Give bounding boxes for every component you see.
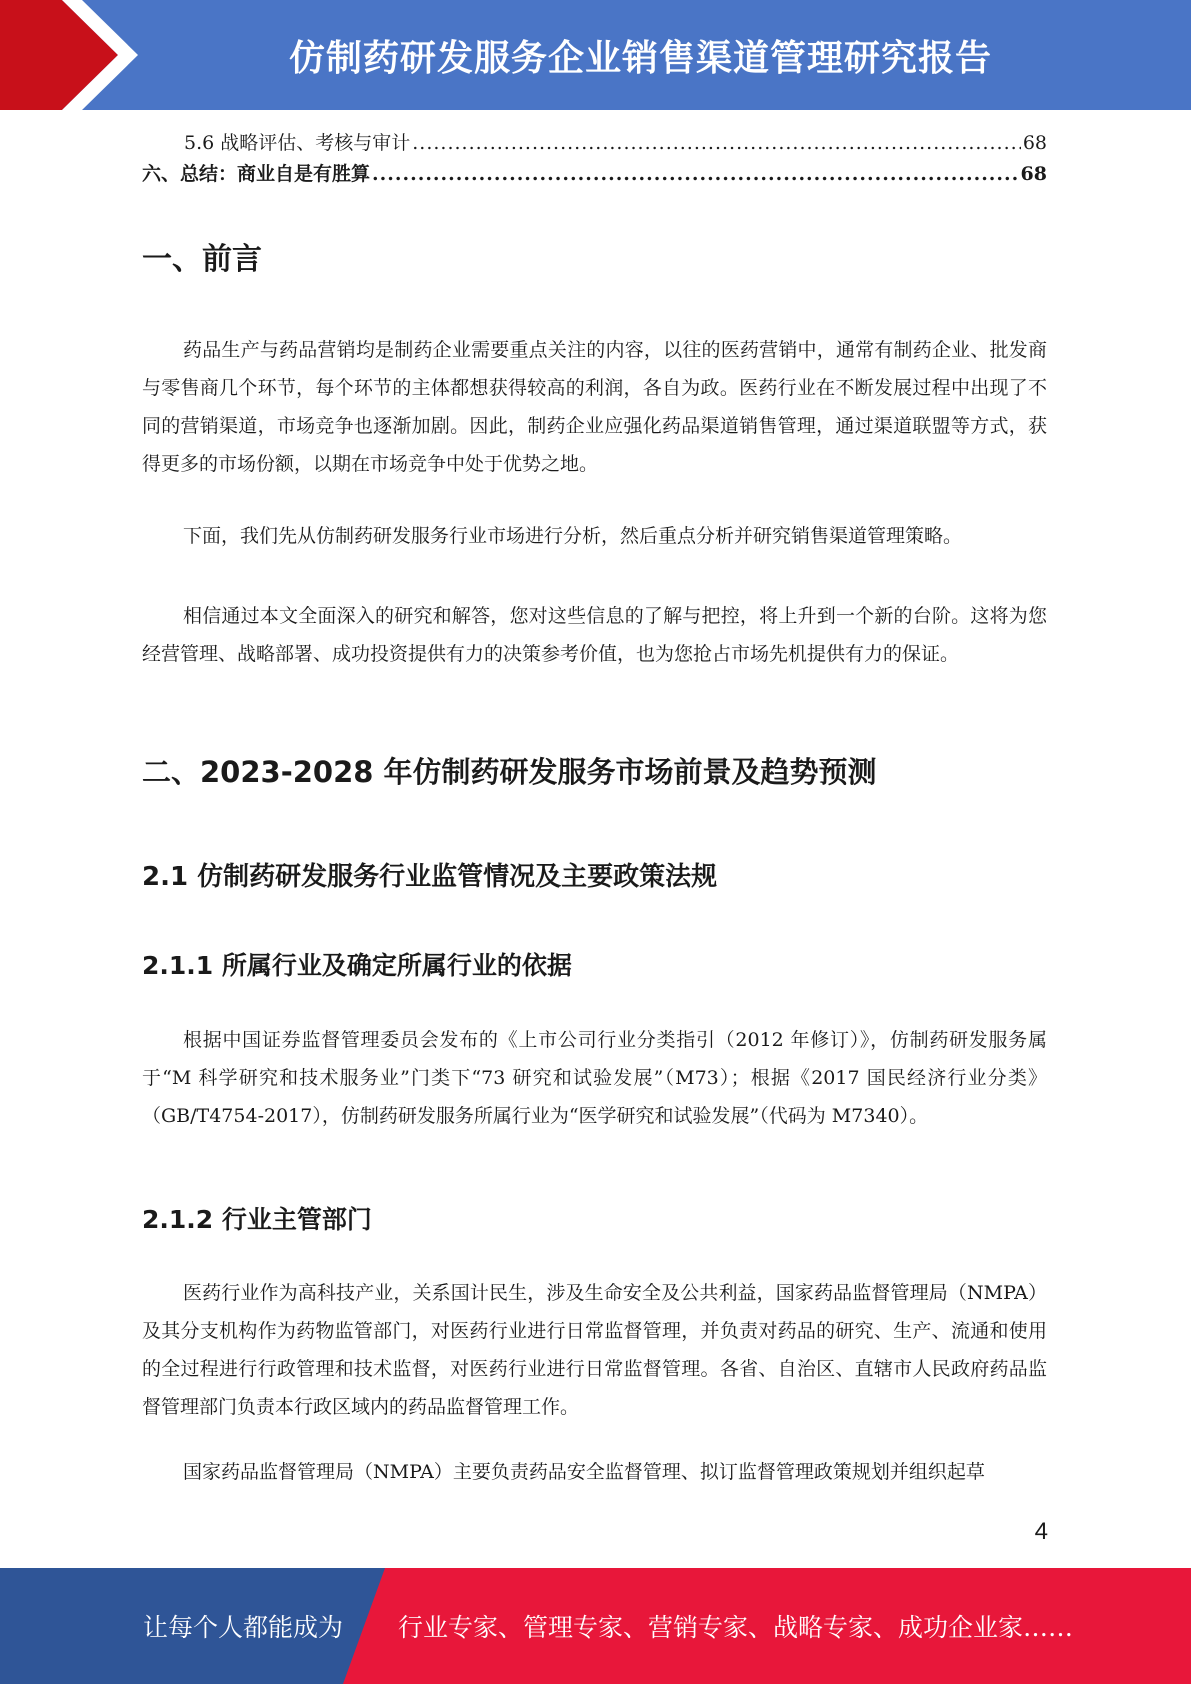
footer-slogan-right: 行业专家、管理专家、营销专家、战略专家、成功企业家…… [398,1613,1074,1642]
footer-slogan-left: 让每个人都能成为 [143,1613,344,1642]
toc-item[interactable] [142,128,1047,159]
footer-banner [0,1568,1191,1684]
toc-leader-dots [412,128,1021,159]
toc-leader-dots [372,159,1019,190]
toc-item-page: 68 [1022,132,1047,154]
toc-item-page: 68 [1020,163,1047,185]
section-2-1-heading: 2.1 仿制药研发服务行业监管情况及主要政策法规 [142,862,718,892]
preface-paragraph: 药品生产与药品营销均是制药企业需要重点关注的内容，以往的医药营销中，通常有制药企业、批发商与零售商几个环节，每个环节的主体都想获得较高的利润，各自为政。医药行业在不断发展过程中出现了不同的营销渠道，市场竞争也逐渐加剧。因此，制药企业应强化药品渠道销售管理，通过渠道联盟等方式，获得更多的市场份额，以期在市场竞争中处于优势之地。 [142,339,1047,475]
section-2-1-1-heading: 2.1.1 所属行业及确定所属行业的依据 [142,951,572,980]
section-2-1-2-heading: 2.1.2 行业主管部门 [142,1205,372,1234]
report-title: 仿制药研发服务企业销售渠道管理研究报告 [288,37,992,79]
document-body [142,128,1047,1483]
preface-paragraph: 下面，我们先从仿制药研发服务行业市场进行分析，然后重点分析并研究销售渠道管理策略。 [183,525,963,547]
header-arrow-decoration [0,0,160,110]
toc-item-label: 六、总结：商业自是有胜算 [142,163,371,185]
toc-item-label: 5.6 战略评估、考核与审计 [184,132,411,154]
chapter2-heading: 二、2023-2028 年仿制药研发服务市场前景及趋势预测 [142,755,877,789]
header-banner [0,0,1191,110]
toc-item[interactable] [142,159,1047,190]
section-2-1-1-paragraph: 根据中国证券监督管理委员会发布的《上市公司行业分类指引（2012 年修订）》，仿制药研发服务属于“M 科学研究和技术服务业”门类下“73 研究和试验发展”（M73）；根据《2017 国民经济行业分类》（GB/T4754-2017），仿制药研发服务所属行业为“医学研究和试验发展”（代码为 M7340）。 [142,1029,1047,1127]
preface-paragraph: 相信通过本文全面深入的研究和解答，您对这些信息的了解与把控，将上升到一个新的台阶。这将为您经营管理、战略部署、成功投资提供有力的决策参考价值，也为您抢占市场先机提供有力的保证。 [142,605,1047,665]
section-2-1-2-paragraph: 医药行业作为高科技产业，关系国计民生，涉及生命安全及公共利益，国家药品监督管理局（NMPA）及其分支机构作为药物监管部门，对医药行业进行日常监督管理，并负责对药品的研究、生产、流通和使用的全过程进行行政管理和技术监督，对医药行业进行日常监督管理。各省、自治区、直辖市人民政府药品监督管理部门负责本行政区域内的药品监督管理工作。 [142,1282,1047,1418]
preface-heading: 一、前言 [142,242,262,277]
section-2-1-2-paragraph: 国家药品监督管理局（NMPA）主要负责药品安全监督管理、拟订监督管理政策规划并组织起草 [183,1461,985,1483]
page-number: 4 [1034,1518,1048,1545]
